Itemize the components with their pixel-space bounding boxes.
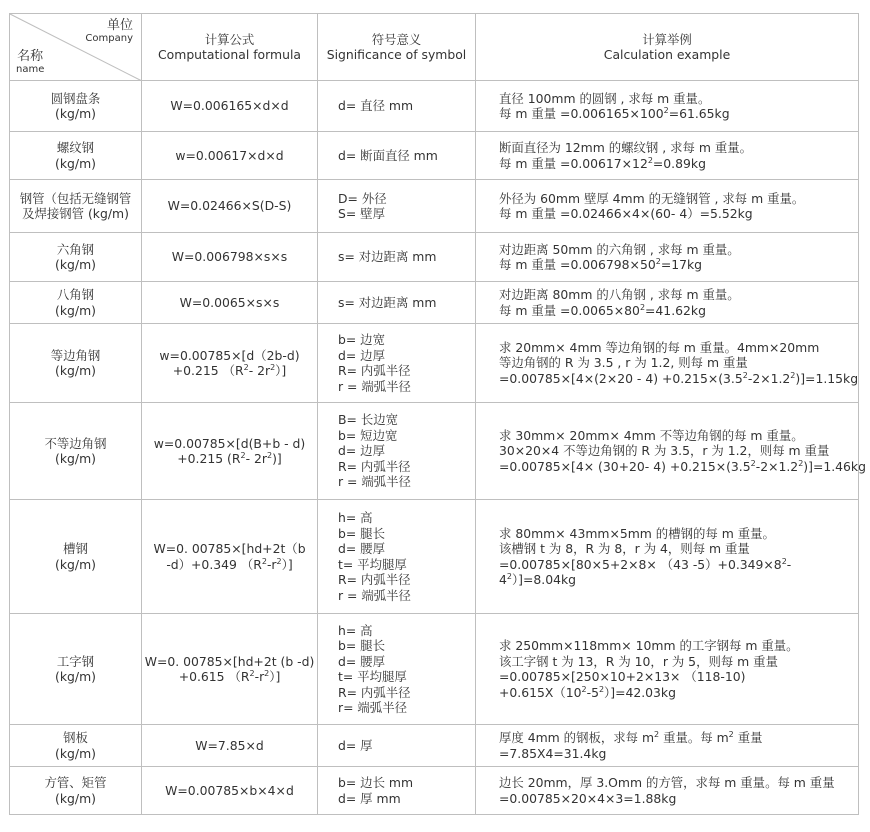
name-line: 八角钢 — [56, 287, 95, 302]
symbol-line: R= 内弧半径 — [338, 363, 411, 378]
table-row — [10, 180, 859, 233]
symbol-line: d= 腰厚 — [338, 653, 385, 669]
symbol-line: R= 内弧半径 — [338, 684, 411, 700]
symbol-line: S= 壁厚 — [338, 206, 385, 221]
example-line: 等边角钢的 R 为 3.5 , r 为 1.2, 则每 m 重量 — [499, 355, 748, 371]
symbol-cell — [318, 233, 476, 282]
formula-cell — [142, 614, 318, 725]
table-row — [10, 282, 859, 324]
formula-line: W=0.006165×d×d — [170, 98, 289, 114]
formula-cell — [142, 282, 318, 324]
example-line: =0.00785×[4× (30+20- $4) +0.215\times(3.5^2-2\times 1.2^2)]=1.46kg$ — [499, 458, 866, 474]
formula-line: -d）+0.349 $(R^2-r^2)$] — [166, 556, 293, 572]
name-line: 及焊接钢管 (kg/m) — [22, 206, 129, 221]
example-line: 每 m 重量 $=0.006798\times 50^2=17kg$ — [499, 256, 703, 272]
name-line: 钢板 — [63, 730, 88, 745]
example-line: 对边距离 80mm 的八角钢 , 求每 m 重量。 — [499, 287, 740, 302]
header-example-cn: 计算举例 — [642, 31, 692, 47]
example-line: 厚度 4mm 的钢板，求每 $m^2$ 重量。每 $m^2$ 重量 — [499, 729, 763, 745]
formula-line: +0.215 ($R^2-$ $2r^2$)] — [177, 450, 282, 466]
symbol-line: d= 厚 — [338, 737, 373, 753]
formula-line: W=0.0065×s×s — [179, 294, 280, 310]
example-cell — [476, 233, 859, 282]
name-line: 方管、矩管 — [44, 775, 107, 790]
material-name-cell — [10, 725, 142, 767]
symbol-line: d= 腰厚 — [338, 541, 385, 556]
formula-cell — [142, 132, 318, 180]
symbol-line: B= 长边宽 — [338, 412, 398, 428]
symbol-cell — [318, 500, 476, 614]
header-name-en: name — [16, 64, 45, 75]
example-cell — [476, 282, 859, 324]
header-formula-en: Computational formula — [158, 47, 301, 62]
symbol-line: d= 厚 mm — [338, 790, 401, 806]
example-line: =7.85X4=31.4kg — [499, 745, 607, 761]
table-row — [10, 500, 859, 614]
header-name-cn: 名称 — [17, 49, 44, 64]
symbol-line: d= 边厚 — [338, 443, 385, 459]
symbol-line: b= 边长 mm — [338, 775, 414, 790]
example-line: 边长 20mm，厚 3.Omm 的方管，求每 m 重量。每 m 重量 — [499, 775, 835, 790]
example-line: 直径 100mm 的圆钢 , 求每 m 重量。 — [499, 90, 711, 106]
formula-cell — [142, 725, 318, 767]
formula-line: w=0.00617×d×d — [175, 147, 284, 163]
material-name-cell — [10, 180, 142, 233]
name-line: (kg/m) — [55, 302, 96, 318]
symbol-line: r = 端弧半径 — [338, 474, 411, 490]
name-line: 六角钢 — [56, 241, 95, 257]
symbol-line: R= 内弧半径 — [338, 572, 411, 587]
name-line: 工字钢 — [56, 653, 95, 669]
symbol-line: h= 高 — [338, 510, 373, 525]
table-row — [10, 767, 859, 815]
symbol-line: r = 端弧半径 — [338, 587, 411, 603]
header-example-en: Calculation example — [603, 47, 731, 62]
formula-line: W=0. 00785×[hd+2t（b — [153, 541, 306, 556]
example-cell — [476, 725, 859, 767]
formula-cell — [142, 81, 318, 132]
material-name-cell — [10, 614, 142, 725]
example-cell — [476, 614, 859, 725]
example-line: 求 250mm×118mm× 10mm 的工字钢每 m 重量。 — [499, 638, 799, 653]
header-corner-cell — [10, 14, 142, 81]
header-formula-cell — [142, 14, 318, 81]
symbol-line: s= 对边距离 mm — [338, 249, 437, 265]
header-row — [10, 14, 859, 81]
formula-line: W=0.00785×b×4×d — [165, 782, 294, 798]
table-row — [10, 614, 859, 725]
symbol-cell — [318, 81, 476, 132]
formula-line: W=0.02466×S(D-S) — [167, 198, 292, 214]
name-line: (kg/m) — [55, 451, 96, 466]
symbol-line: d= 边厚 — [338, 347, 385, 363]
example-line: 该槽钢 t 为 8，R 为 8，r 为 4，则每 m 重量 — [499, 541, 750, 556]
symbol-line: b= 边宽 — [338, 332, 385, 347]
name-line: (kg/m) — [55, 556, 96, 572]
example-line: 每 m 重量 =0.02466×4×(60- 4）=5.52kg — [499, 206, 753, 221]
symbol-line: d= 直径 mm — [338, 98, 414, 114]
name-line: (kg/m) — [55, 257, 96, 272]
example-line: 该工字钢 t 为 13，R 为 10，r 为 5，则每 m 重量 — [499, 653, 778, 669]
symbol-cell — [318, 324, 476, 403]
table-row — [10, 132, 859, 180]
material-name-cell — [10, 282, 142, 324]
symbol-cell — [318, 767, 476, 815]
example-line: 对边距离 50mm 的六角钢 , 求每 m 重量。 — [499, 241, 740, 257]
symbol-line: t= 平均腿厚 — [338, 556, 407, 572]
formula-line: +0.615 $(R^2-r^2)$] — [178, 668, 281, 684]
table-row — [10, 233, 859, 282]
material-name-cell — [10, 324, 142, 403]
symbol-cell — [318, 614, 476, 725]
table-row — [10, 81, 859, 132]
material-name-cell — [10, 233, 142, 282]
example-line: =0.00785×20×4×3=1.88kg — [499, 790, 677, 806]
example-cell — [476, 403, 866, 500]
header-unit-cn: 单位 — [106, 18, 133, 33]
material-name-cell — [10, 132, 142, 180]
header-unit-label — [85, 18, 133, 44]
header-example-cell — [476, 14, 859, 81]
example-line: 每 m 重量 $=0.00617\times 12^2=0.89kg$ — [499, 155, 706, 171]
symbol-cell — [318, 725, 476, 767]
formula-cell — [142, 324, 318, 403]
name-line: 钢管（包括无缝钢管 — [19, 190, 132, 206]
material-name-cell — [10, 403, 142, 500]
table-row — [10, 403, 859, 500]
symbol-line: b= 腿长 — [338, 638, 385, 653]
example-cell — [476, 180, 859, 233]
symbol-cell — [318, 403, 476, 500]
symbol-line: h= 高 — [338, 622, 373, 638]
symbol-line: d= 断面直径 mm — [338, 147, 438, 163]
example-cell — [476, 324, 859, 403]
example-line: =0.00785×[80×5+2×8× （43 $-5)+0.349\times 8^2-$ — [499, 556, 792, 572]
symbol-line: b= 短边宽 — [338, 427, 398, 443]
symbol-cell — [318, 180, 476, 233]
example-cell — [476, 132, 859, 180]
example-line: $4^2)]=8.04kg$ — [499, 571, 577, 587]
example-line: =0.00785×[250×10+2×13× （118-10) — [499, 669, 746, 684]
name-line: (kg/m) — [55, 106, 96, 121]
name-line: (kg/m) — [55, 363, 96, 378]
steel-weight-table — [9, 13, 866, 815]
name-line: (kg/m) — [55, 745, 96, 761]
example-line: 每 m 重量 $=0.006165\times 100^2=61.65kg$ — [499, 105, 730, 121]
symbol-cell — [318, 282, 476, 324]
material-name-cell — [10, 500, 142, 614]
example-cell — [476, 81, 859, 132]
formula-cell — [142, 180, 318, 233]
table-row — [10, 725, 859, 767]
example-line: 断面直径为 12mm 的螺纹钢 , 求每 m 重量。 — [499, 140, 753, 155]
example-line: $=0.00785\times[4\times(2\times 20 - 4) +0.215\times(3.5^2-2\times 1.2^2)]=1.15kg$ — [499, 370, 859, 386]
formula-line: W=7.85×d — [195, 737, 264, 753]
example-line: 求 20mm× 4mm 等边角钢的每 m 重量。4mm×20mm — [499, 339, 820, 355]
example-cell — [476, 500, 859, 614]
example-line: 求 30mm× 20mm× 4mm 不等边角钢的每 m 重量。 — [499, 427, 804, 443]
material-name-cell — [10, 81, 142, 132]
example-cell — [476, 767, 859, 815]
name-line: (kg/m) — [55, 669, 96, 684]
name-line: (kg/m) — [55, 155, 96, 171]
header-unit-en: Company — [85, 33, 133, 44]
example-line: $+0.615X(10^2-5^2)]=42.03kg$ — [499, 684, 676, 700]
symbol-line: r= 端弧半径 — [338, 700, 407, 715]
symbol-line: b= 腿长 — [338, 525, 385, 541]
formula-cell — [142, 767, 318, 815]
symbol-cell — [318, 132, 476, 180]
name-line: 不等边角钢 — [44, 435, 107, 451]
name-line: (kg/m) — [55, 790, 96, 806]
table-row — [10, 324, 859, 403]
example-line: 每 m 重量 $=0.0065\times 80^2=41.62kg$ — [499, 302, 706, 318]
symbol-line: t= 平均腿厚 — [338, 669, 407, 684]
symbol-line: r = 端弧半径 — [338, 378, 411, 394]
name-line: 等边角钢 — [50, 347, 101, 363]
formula-line: w=0.00785×[d（2b-d) — [159, 347, 300, 363]
formula-cell — [142, 403, 318, 500]
formula-cell — [142, 233, 318, 282]
header-symbol-en: Significance of symbol — [326, 47, 467, 62]
name-line: 螺纹钢 — [56, 140, 95, 155]
example-line: 求 80mm× 43mm×5mm 的槽钢的每 m 重量。 — [499, 525, 775, 541]
header-formula-cn: 计算公式 — [204, 31, 255, 47]
formula-line: +0.215 （$R^2-$ $2r^2$）] — [172, 362, 287, 378]
table-body — [10, 81, 866, 815]
formula-cell — [142, 500, 318, 614]
formula-line: W=0. 00785×[hd+2t (b -d) — [144, 653, 315, 669]
header-symbol-cell — [318, 14, 476, 81]
header-name-label — [16, 50, 44, 75]
symbol-line: D= 外径 — [338, 190, 387, 206]
material-name-cell — [10, 767, 142, 815]
example-line: 外径为 60mm 壁厚 4mm 的无缝钢管 , 求每 m 重量。 — [499, 190, 805, 206]
name-line: 槽钢 — [63, 541, 88, 556]
example-line: 30×20×4 不等边角钢的 R 为 3.5，r 为 1.2，则每 m 重量 — [499, 443, 830, 459]
name-line: 圆钢盘条 — [50, 90, 101, 106]
header-symbol-cn: 符号意义 — [371, 31, 422, 47]
formula-line: W=0.006798×s×s — [171, 249, 288, 265]
symbol-line: s= 对边距离 mm — [338, 294, 437, 310]
formula-line: w=0.00785×[d(B+b - d) — [153, 435, 306, 451]
symbol-line: R= 内弧半径 — [338, 458, 411, 474]
